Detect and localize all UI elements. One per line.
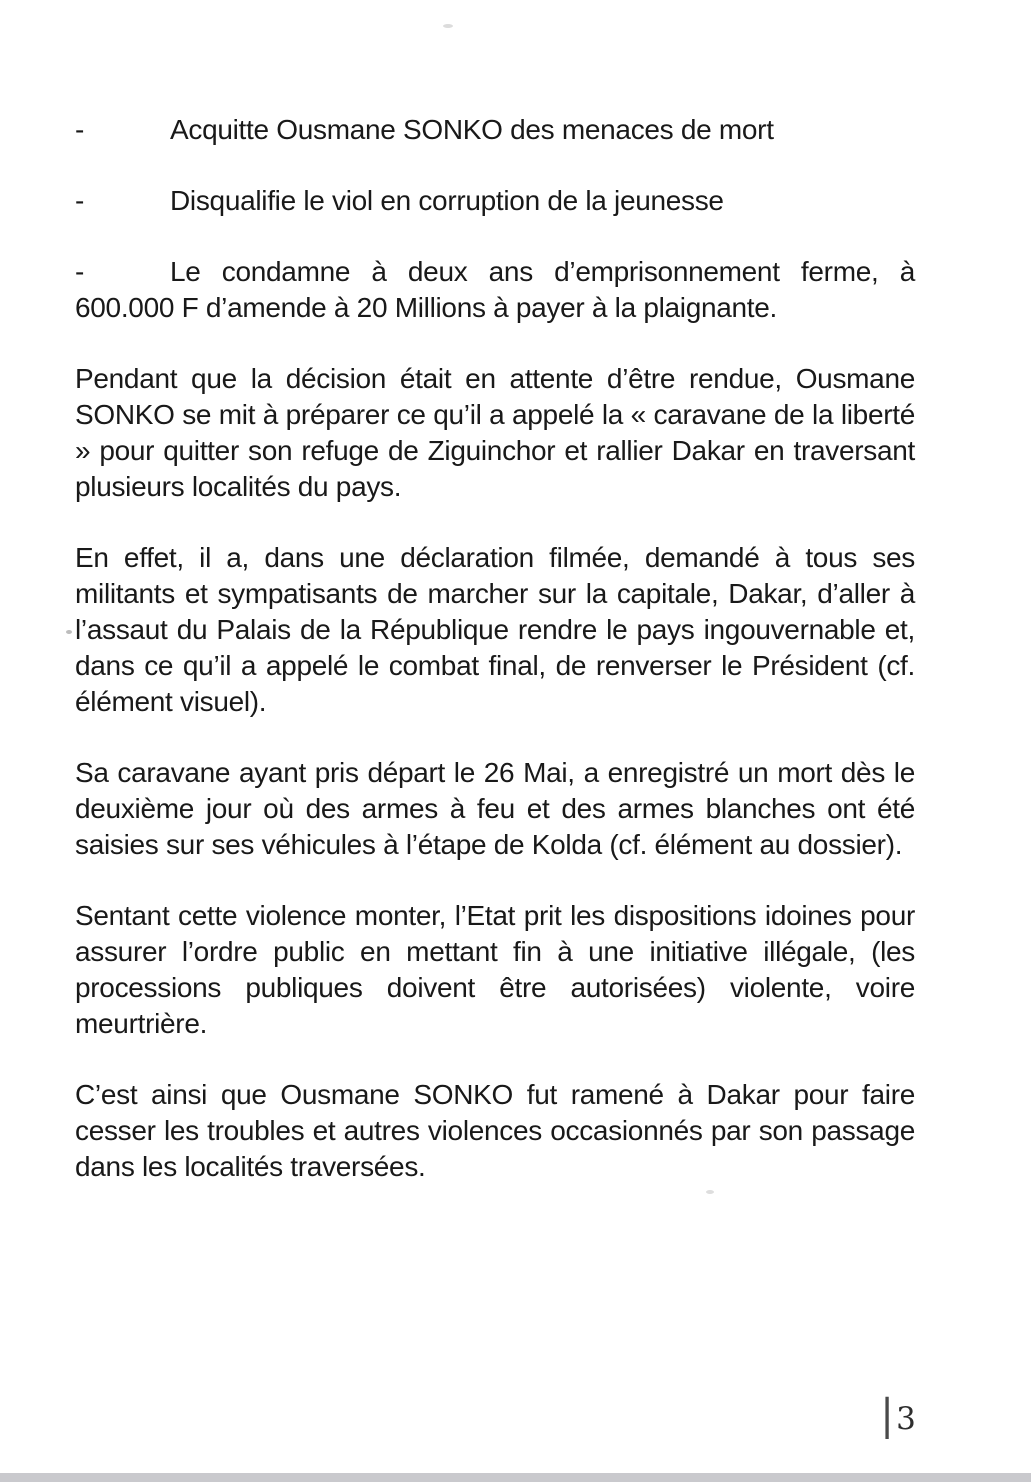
list-item (75, 112, 915, 148)
scan-artifact (443, 24, 453, 28)
list-item (75, 254, 915, 326)
paragraph: C’est ainsi que Ousmane SONKO fut ramené à Dakar pour faire cesser les troubles et autres violences occasionnés par son passage dans les localités traversées. (75, 1079, 915, 1182)
scan-artifact (66, 630, 72, 634)
list-item-text: Le condamne à deux ans d’emprisonnement ferme, à 600.000 F d’amende à 20 Millions à payer à la plaignante. (75, 256, 915, 323)
bottom-edge-strip (0, 1473, 1031, 1482)
bullet-dash: - (75, 114, 85, 145)
page-number-value: 3 (896, 1401, 916, 1437)
list-item-text: Acquitte Ousmane SONKO des menaces de mort (170, 114, 774, 145)
paragraph: En effet, il a, dans une déclaration filmée, demandé à tous ses militants et sympatisants de marcher sur la capitale, Dakar, d’aller à l’assaut du Palais de la République rendre le pays ingouvernable et, dans ce qu’il a appelé le combat final, de renverser le Président (cf. élément visuel). (75, 542, 915, 717)
page-content (75, 112, 915, 1220)
paragraph: Sentant cette violence monter, l’Etat prit les dispositions idoines pour assurer l’ordre public en mettant fin à une initiative illégale, (les processions publiques doivent être autorisées) violente, voire meurtrière. (75, 900, 915, 1039)
list-item (75, 183, 915, 219)
paragraph: Pendant que la décision était en attente d’être rendue, Ousmane SONKO se mit à préparer ce qu’il a appelé la « caravane de la liberté » pour quitter son refuge de Ziguinchor et rallier Dakar en traversant plusieurs localités du pays. (75, 363, 915, 502)
page-number-separator: | (880, 1390, 895, 1439)
scan-artifact (706, 1190, 714, 1194)
list-item-text: Disqualifie le viol en corruption de la jeunesse (170, 185, 724, 216)
bullet-dash: - (75, 256, 85, 287)
bullet-dash: - (75, 185, 85, 216)
paragraph: Sa caravane ayant pris départ le 26 Mai, a enregistré un mort dès le deuxième jour où des armes à feu et des armes blanches ont été saisies sur ses véhicules à l’étape de Kolda (cf. élément au dossier). (75, 757, 915, 860)
page-number (880, 1390, 916, 1439)
